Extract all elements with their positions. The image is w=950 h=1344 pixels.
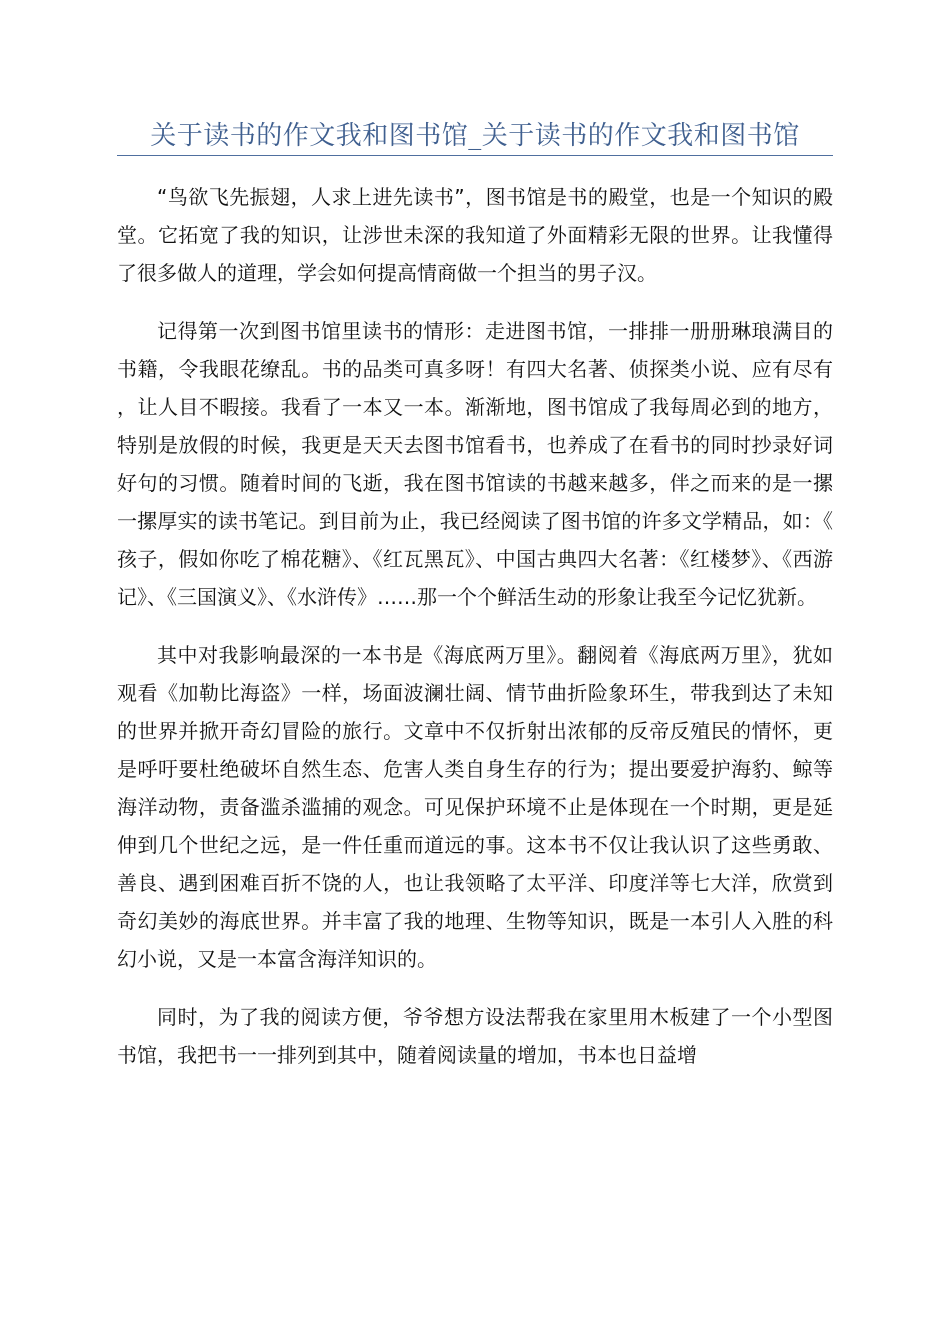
- document-body: [117, 178, 833, 1094]
- document-title: 关于读书的作文我和图书馆_关于读书的作文我和图书馆: [150, 121, 800, 151]
- paragraph-3: 其中对我影响最深的一本书是《海底两万里》。翻阅着《海底两万里》，犹如观看《加勒比海盗》一样，场面波澜壮阔、情节曲折险象环生，带我到达了未知的世界并掀开奇幻冒险的旅行。文章中不仅折射出浓郁的反帝反殖民的情怀，更是呼吁要杜绝破坏自然生态、危害人类自身生存的行为；提出要爱护海豹、鲸等海洋动物，责备滥杀滥捕的观念。可见保护环境不止是体现在一个时期，更是延伸到几个世纪之远，是一件任重而道远的事。这本书不仅让我认识了这些勇敢、善良、遇到困难百折不饶的人，也让我领略了太平洋、印度洋等七大洋，欣赏到奇幻美妙的海底世界。并丰富了我的地理、生物等知识，既是一本引人入胜的科幻小说，又是一本富含海洋知识的。: [117, 643, 833, 971]
- title-underline: [117, 155, 833, 156]
- paragraph-2: 记得第一次到图书馆里读书的情形：走进图书馆，一排排一册册琳琅满目的书籍，令我眼花缭乱。书的品类可真多呀！有四大名著、侦探类小说、应有尽有，让人目不暇接。我看了一本又一本。渐渐地，图书馆成了我每周必到的地方，特别是放假的时候，我更是天天去图书馆看书，也养成了在看书的同时抄录好词好句的习惯。随着时间的飞逝，我在图书馆读的书越来越多，伴之而来的是一摞一摞厚实的读书笔记。到目前为止，我已经阅读了图书馆的许多文学精品，如：《孩子，假如你吃了棉花糖》、《红瓦黑瓦》、中国古典四大名著：《红楼梦》、《西游记》、《三国演义》、《水浒传》……那一个个鲜活生动的形象让我至今记忆犹新。: [117, 319, 833, 609]
- paragraph-4: 同时，为了我的阅读方便，爷爷想方设法帮我在家里用木板建了一个小型图书馆，我把书一一排列到其中，随着阅读量的增加，书本也日益增: [117, 1005, 833, 1067]
- paragraph-1: “鸟欲飞先振翅，人求上进先读书”，图书馆是书的殿堂，也是一个知识的殿堂。它拓宽了我的知识，让涉世未深的我知道了外面精彩无限的世界。让我懂得了很多做人的道理，学会如何提高情商做一个担当的男子汉。: [117, 185, 833, 285]
